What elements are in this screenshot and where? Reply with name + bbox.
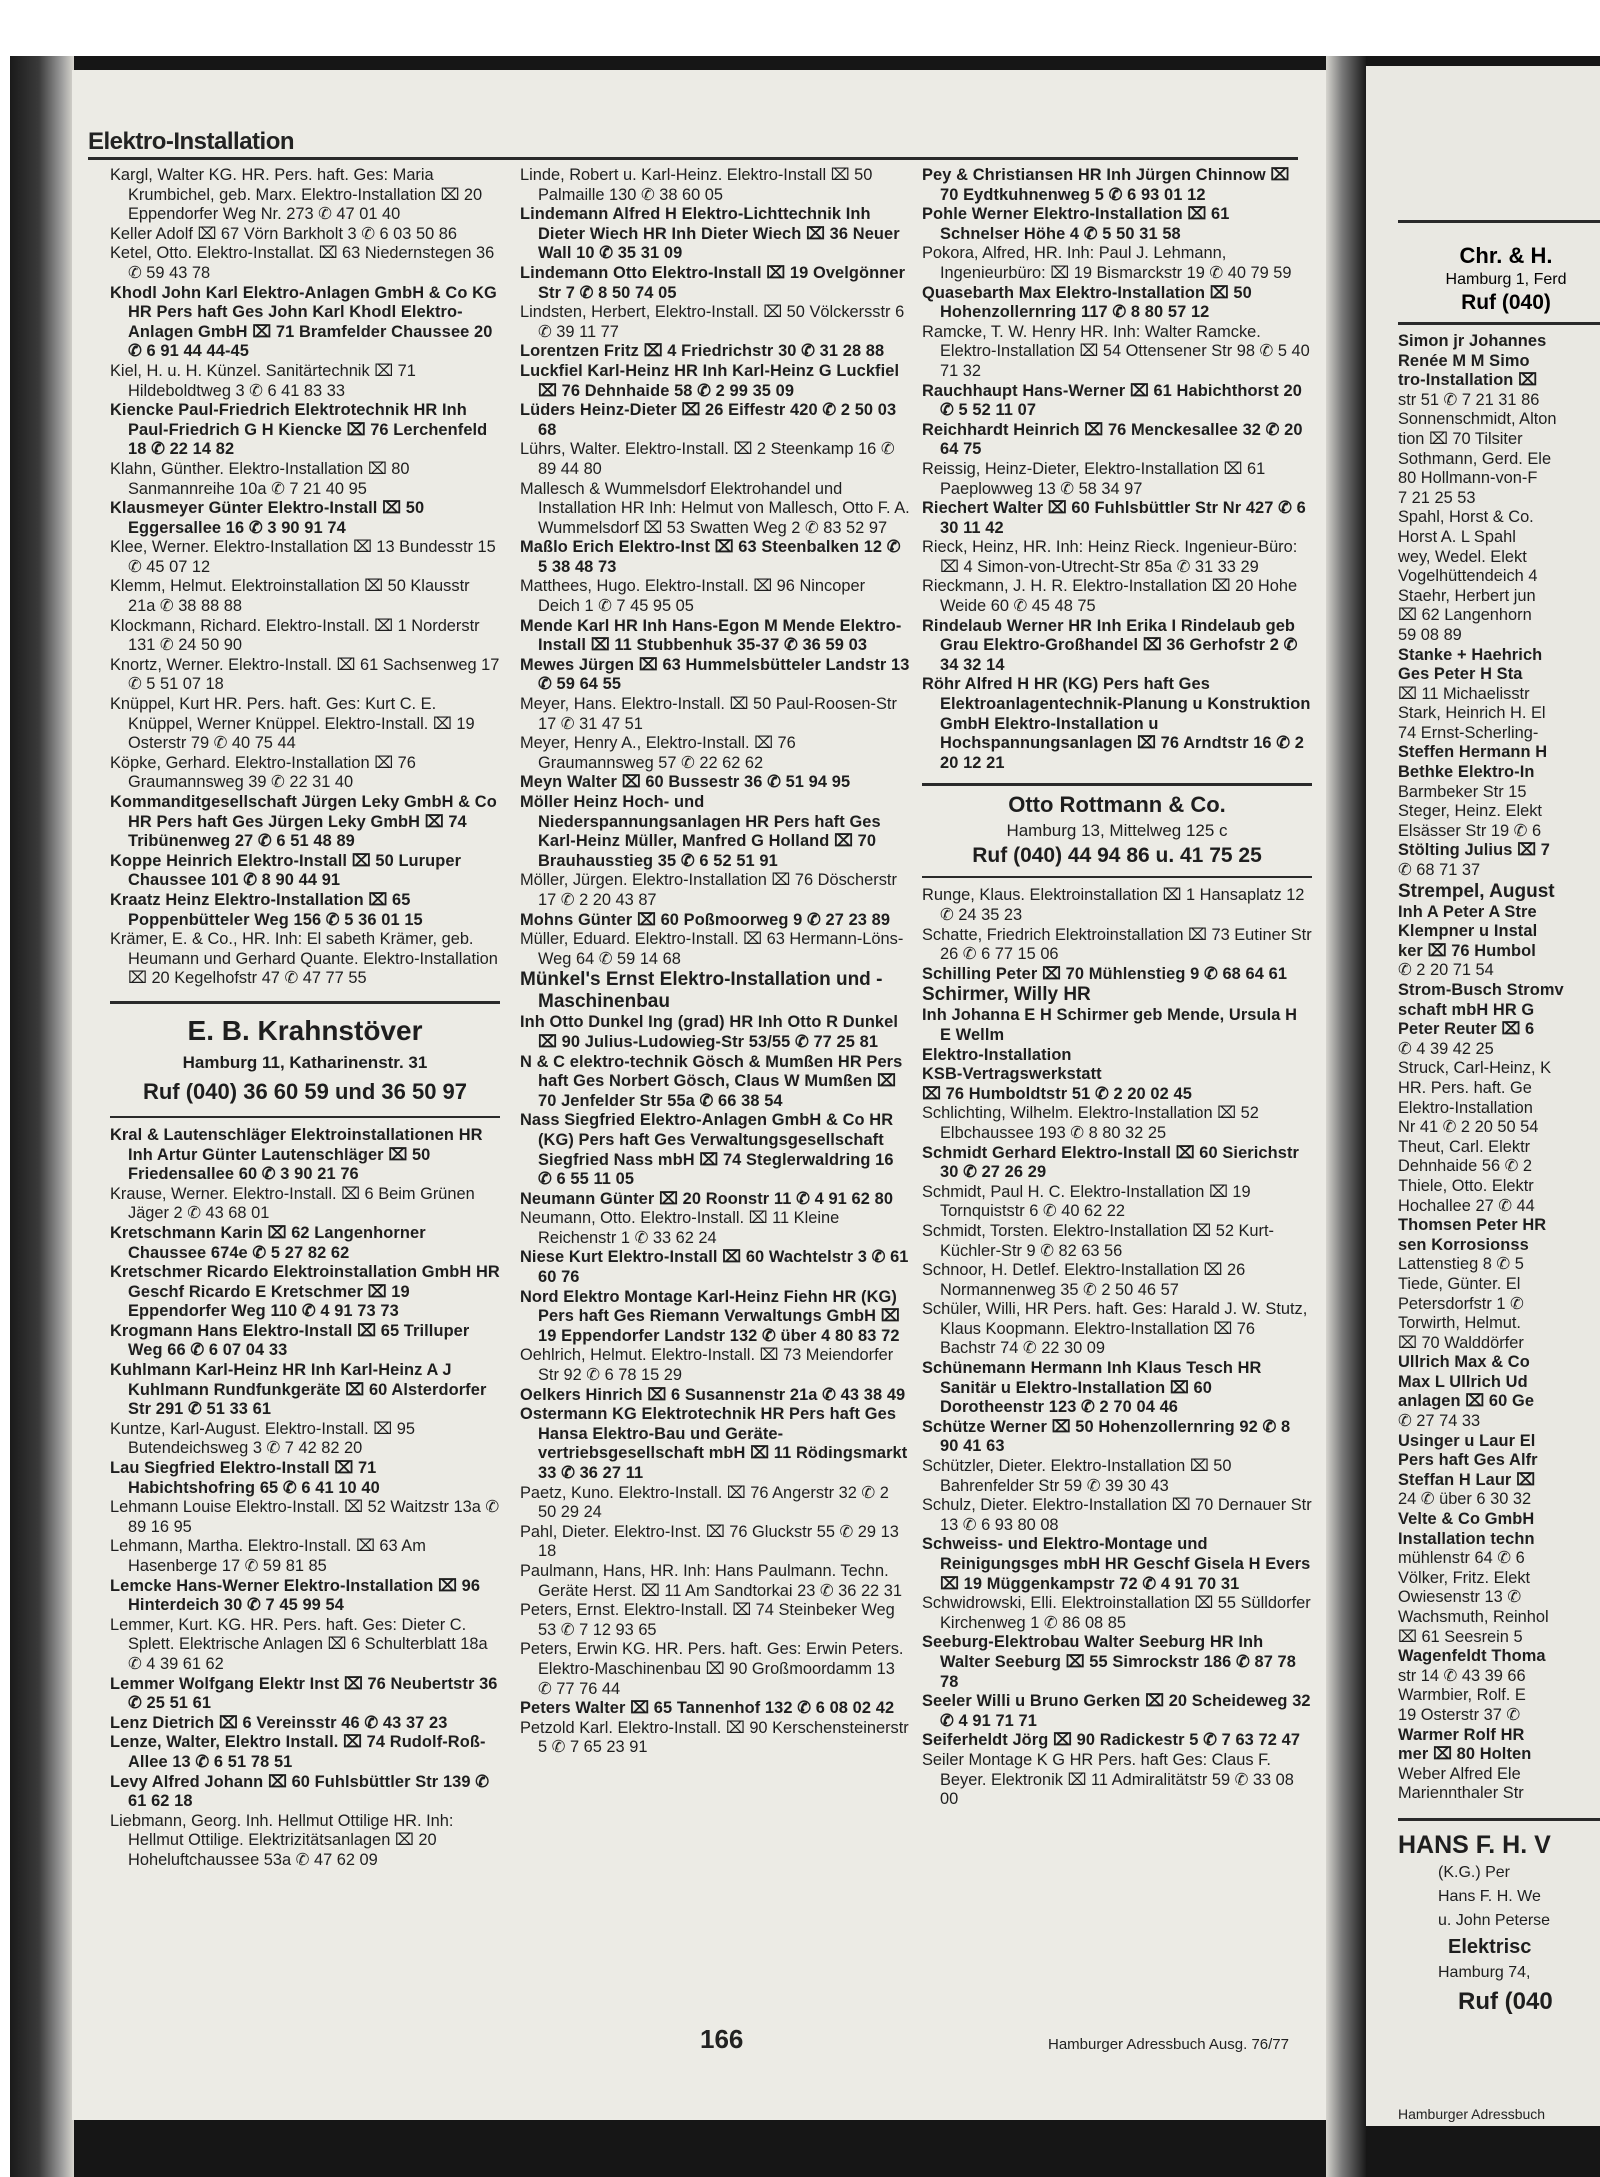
- directory-entry: Ullrich Max & Co: [1398, 1353, 1530, 1372]
- directory-entry: ⌧ 76 Humboldtstr 51 ✆ 2 20 02 45: [922, 1084, 1192, 1103]
- directory-entry: Steger, Heinz. Elekt: [1398, 802, 1542, 821]
- directory-entry: Usinger u Laur El: [1398, 1431, 1536, 1450]
- directory-entry: Pohle Werner Elektro-Installation ⌧ 61 Schnelser Höhe 4 ✆ 5 50 31 58: [922, 205, 1230, 243]
- directory-entry: Lenz Dietrich ⌧ 6 Vereinsstr 46 ✆ 43 37 23: [110, 1713, 448, 1732]
- directory-entry: Tiede, Günter. El: [1398, 1274, 1521, 1293]
- facing-advert-address: Hamburg 1, Ferd: [1445, 271, 1567, 288]
- directory-entry: Lemmer Wolfgang Elektr Inst ⌧ 76 Neubertstr 36 ✆ 25 51 61: [110, 1674, 498, 1713]
- page-number: 166: [700, 2024, 744, 2054]
- directory-entry: 24 ✆ über 6 30 32: [1398, 1490, 1532, 1509]
- col1-list-a: [110, 166, 500, 989]
- facing-advert-rule: [1398, 322, 1600, 325]
- directory-entry: 59 08 89: [1398, 625, 1462, 644]
- directory-entry: Schatte, Friedrich Elektroinstallation ⌧ 73 Eutiner Str 26 ✆ 6 77 15 06: [922, 925, 1312, 964]
- directory-entry: mühlenstr 64 ✆ 6: [1398, 1549, 1525, 1568]
- advert-name: E. B. Krahnstöver: [187, 1014, 423, 1046]
- directory-entry: Matthees, Hugo. Elektro-Install. ⌧ 96 Nincoper Deich 1 ✆ 7 45 95 05: [520, 577, 866, 616]
- directory-entry: Schüler, Willi, HR Pers. haft. Ges: Harald J. W. Stutz, Klaus Koopmann. Elektro-Installation ⌧ 76 Bachstr 74 ✆ 22 30 09: [922, 1300, 1308, 1358]
- col2-list-a: [520, 166, 910, 969]
- directory-entry: ker ⌧ 76 Humbol: [1398, 941, 1536, 960]
- directory-entry: ⌧ 62 Langenhorn: [1398, 606, 1532, 625]
- directory-entry: Luckfiel Karl-Heinz HR Inh Karl-Heinz G Luckfiel ⌧ 76 Dehnhaide 58 ✆ 2 99 35 09: [520, 361, 900, 400]
- right-facing-page: [1366, 66, 1600, 2126]
- directory-entry: ✆ 68 71 37: [1398, 861, 1481, 880]
- directory-entry: Inh Otto Dunkel Ing (grad) HR Inh Otto R Dunkel ⌧ 90 Julius-Ludowieg-Str 53/55 ✆ 77 25 81: [520, 1013, 899, 1051]
- header-rule: [88, 157, 1298, 160]
- directory-entry: ✆ 27 74 33: [1398, 1412, 1481, 1431]
- directory-entry: Levy Alfred Johann ⌧ 60 Fuhlsbüttler Str 139 ✆ 61 62 18: [110, 1772, 490, 1811]
- directory-entry: Khodl John Karl Elektro-Anlagen GmbH & Co KG HR Pers haft Ges John Karl Khodl Elektro-Anlagen GmbH ⌧ 71 Bramfelder Chaussee 20 ✆ 6 91 44 44-45: [110, 283, 497, 361]
- directory-entry: Peters Walter ⌧ 65 Tannenhof 132 ✆ 6 08 02 42: [520, 1699, 895, 1718]
- directory-entry: Seiler Montage K G HR Pers. haft Ges: Claus F. Beyer. Elektronik ⌧ 11 Admiralitätstr 59 ✆ 33 08 00: [922, 1750, 1294, 1809]
- directory-entry: Kral & Lautenschläger Elektroinstallationen HR Inh Artur Günter Lautenschläger ⌧ 50 Friedensallee 60 ✆ 3 90 21 76: [110, 1125, 483, 1184]
- col3-list-a: [922, 166, 1312, 773]
- directory-entry: Lau Siegfried Elektro-Install ⌧ 71 Habichtshofring 65 ✆ 6 41 10 40: [110, 1459, 380, 1497]
- directory-entry: wey, Wedel. Elekt: [1398, 547, 1527, 566]
- directory-entry: Meyer, Henry A., Elektro-Install. ⌧ 76 Graumannsweg 57 ✆ 22 62 62: [520, 734, 796, 772]
- directory-entry: ⌧ 61 Seesrein 5: [1398, 1627, 1523, 1646]
- directory-entry: Lehmann Louise Elektro-Install. ⌧ 52 Waitzstr 13a ✆ 89 16 95: [110, 1498, 500, 1536]
- directory-entry: Stanke + Haehrich: [1398, 645, 1543, 664]
- directory-entry: Paetz, Kuno. Elektro-Install. ⌧ 76 Angerstr 32 ✆ 2 50 29 24: [520, 1483, 889, 1522]
- facing-list-b: [1398, 903, 1600, 1804]
- facing-footer: Hamburger Adressbuch: [1398, 2106, 1546, 2122]
- directory-entry: Knüppel, Kurt HR. Pers. haft. Ges: Kurt C. E. Knüppel, Werner Knüppel. Elektro-Install. ⌧ 19 Osterstr 79 ✆ 40 75 44: [110, 695, 475, 753]
- directory-entry: anlagen ⌧ 60 Ge: [1398, 1392, 1535, 1411]
- directory-entry: Rindelaub Werner HR Inh Erika I Rindelaub geb Grau Elektro-Großhandel ⌧ 36 Gerhofstr 2 ✆ 34 32 14: [922, 616, 1298, 674]
- directory-entry: Linde, Robert u. Karl-Heinz. Elektro-Install ⌧ 50 Palmaille 130 ✆ 38 60 05: [520, 166, 873, 204]
- directory-entry: Reissig, Heinz-Dieter, Elektro-Installation ⌧ 61 Paeplowweg 13 ✆ 58 34 97: [922, 459, 1266, 498]
- directory-entry: Stölting Julius ⌧ 7: [1398, 841, 1550, 860]
- directory-entry: Klempner u Instal: [1398, 922, 1538, 941]
- directory-entry: Warmbier, Rolf. E: [1398, 1686, 1526, 1705]
- directory-entry: Kuhlmann Karl-Heinz HR Inh Karl-Heinz A J Kuhlmann Rundfunkgeräte ⌧ 60 Alsterdorfer Str 291 ✆ 51 33 61: [110, 1361, 487, 1419]
- directory-entry: Lenze, Walter, Elektro Install. ⌧ 74 Rudolf-Roß-Allee 13 ✆ 6 51 78 51: [110, 1733, 486, 1771]
- facing-advert-line2: Hans F. H. We: [1438, 1887, 1541, 1905]
- directory-entry: Elektro-Installation: [1398, 1098, 1533, 1117]
- directory-entry: Peters, Erwin KG. HR. Pers. haft. Ges: Erwin Peters. Elektro-Maschinenbau ⌧ 90 Großmoordamm 13 ✆ 77 76 44: [520, 1640, 904, 1698]
- directory-entry: Klockmann, Richard. Elektro-Install. ⌧ 1 Norderstr 131 ✆ 24 50 90: [110, 616, 480, 655]
- directory-entry: Krause, Werner. Elektro-Install. ⌧ 6 Beim Grünen Jäger 2 ✆ 43 68 01: [110, 1184, 475, 1223]
- directory-entry: Elektro-Installation: [922, 1045, 1072, 1064]
- directory-entry: Steffan H Laur ⌧: [1398, 1470, 1536, 1489]
- column-1: [110, 166, 500, 1871]
- directory-entry: Pahl, Dieter. Elektro-Inst. ⌧ 76 Gluckstr 55 ✆ 29 13 18: [520, 1522, 899, 1561]
- directory-entry: Elsässer Str 19 ✆ 6: [1398, 821, 1542, 840]
- directory-entry: Krämer, E. & Co., HR. Inh: El sabeth Krämer, geb. Heumann und Gerhard Quante. Elektro-Installation ⌧ 20 Kegelhofstr 47 ✆ 47 77 55: [110, 930, 498, 988]
- section-header: Elektro-Installation: [88, 128, 295, 155]
- advert-phone: Ruf (040) 36 60 59 und 36 50 97: [142, 1078, 468, 1104]
- column-2: [520, 166, 910, 1758]
- directory-entry: Wachsmuth, Reinhol: [1398, 1608, 1549, 1626]
- advert-rottmann: [922, 783, 1312, 878]
- facing-advert-line3: u. John Peterse: [1438, 1911, 1551, 1929]
- advert-name: Otto Rottmann & Co.: [1008, 792, 1226, 818]
- directory-entry: Peters, Ernst. Elektro-Install. ⌧ 74 Steinbeker Weg 53 ✆ 7 12 93 65: [520, 1601, 895, 1639]
- directory-entry: Petzold Karl. Elektro-Install. ⌧ 90 Kerschensteinerstr 5 ✆ 7 65 23 91: [520, 1718, 909, 1757]
- directory-entry: Lührs, Walter. Elektro-Install. ⌧ 2 Steenkamp 16 ✆ 89 44 80: [520, 440, 895, 478]
- directory-entry: Ketel, Otto. Elektro-Installat. ⌧ 63 Niedernstegen 36 ✆ 59 43 78: [110, 244, 495, 282]
- facing-advert-line4: Elektrisc: [1448, 1935, 1532, 1958]
- directory-entry: Runge, Klaus. Elektroinstallation ⌧ 1 Hansaplatz 12 ✆ 24 35 23: [922, 886, 1305, 924]
- directory-entry: Schmidt, Torsten. Elektro-Installation ⌧ 52 Kurt-Küchler-Str 9 ✆ 82 63 56: [922, 1221, 1275, 1260]
- directory-entry: 80 Hollmann-von-F: [1398, 469, 1538, 488]
- directory-entry: Keller Adolf ⌧ 67 Vörn Barkholt 3 ✆ 6 03 50 86: [110, 224, 457, 243]
- directory-entry: Struck, Carl-Heinz, K: [1398, 1059, 1552, 1078]
- directory-entry: Mende Karl HR Inh Hans-Egon M Mende Elektro-Install ⌧ 11 Stubbenhuk 35-37 ✆ 36 59 03: [520, 616, 902, 655]
- directory-entry: tro-Installation ⌧: [1398, 371, 1538, 390]
- facing-advert-phone: Ruf (040): [1461, 291, 1551, 314]
- col3-list-c: [922, 1006, 1312, 1809]
- facing-list-a: [1398, 332, 1600, 881]
- directory-entry: Lindsten, Herbert, Elektro-Install. ⌧ 50 Völckersstr 6 ✆ 39 11 77: [520, 303, 905, 341]
- directory-entry: N & C elektro-technik Gösch & Mumßen HR Pers haft Ges Norbert Gösch, Claus W Mumßen ⌧ 70 Jenfelder Str 55a ✆ 66 38 54: [520, 1052, 903, 1110]
- directory-entry: ✆ 4 39 42 25: [1398, 1039, 1494, 1058]
- left-book-edge: [10, 56, 74, 2177]
- directory-entry: Mallesch & Wummelsdorf Elektrohandel und Installation HR Inh: Helmut von Mallesch, Otto F. A. Wummelsdorf ⌧ 53 Swatten Weg 2 ✆ 83 52 97: [520, 479, 910, 537]
- directory-entry: Theut, Carl. Elektr: [1398, 1137, 1531, 1156]
- directory-entry: Schütze Werner ⌧ 50 Hohenzollernring 92 ✆ 8 90 41 63: [922, 1417, 1291, 1456]
- directory-entry: 74 Ernst-Scherling-: [1398, 723, 1539, 742]
- directory-entry: Möller, Jürgen. Elektro-Installation ⌧ 76 Döscherstr 17 ✆ 2 20 43 87: [520, 871, 897, 909]
- directory-entry: Barmbeker Str 15: [1398, 782, 1527, 801]
- directory-entry: Sonnenschmidt, Alton: [1398, 410, 1557, 429]
- directory-entry: Lüders Heinz-Dieter ⌧ 26 Eiffestr 420 ✆ 2 50 03 68: [520, 401, 897, 439]
- directory-entry: Seiferheldt Jörg ⌧ 90 Radickestr 5 ✆ 7 63 72 47: [922, 1731, 1301, 1750]
- directory-entry: Schützler, Dieter. Elektro-Installation ⌧ 50 Bahrenfelder Str 59 ✆ 39 30 43: [922, 1457, 1232, 1495]
- directory-entry: Lindemann Otto Elektro-Install ⌧ 19 Ovelgönner Str 7 ✆ 8 50 74 05: [520, 263, 906, 302]
- directory-entry: Riechert Walter ⌧ 60 Fuhlsbüttler Str Nr 427 ✆ 6 30 11 42: [922, 499, 1306, 537]
- directory-entry: Meyn Walter ⌧ 60 Bussestr 36 ✆ 51 94 95: [520, 773, 851, 792]
- facing-advert-top: [1386, 242, 1600, 316]
- directory-entry: Peter Reuter ⌧ 6: [1398, 1020, 1535, 1039]
- directory-entry: Velte & Co GmbH: [1398, 1510, 1535, 1529]
- directory-entry: Kraatz Heinz Elektro-Installation ⌧ 65 Poppenbütteler Weg 156 ✆ 5 36 01 15: [110, 890, 423, 929]
- directory-entry: Bethke Elektro-In: [1398, 763, 1535, 782]
- directory-entry: Ostermann KG Elektrotechnik HR Pers haft Ges Hansa Elektro-Bau und Gerätevertriebsgesellschaft mbH ⌧ 11 Rödingsmarkt 33 ✆ 36 27 11: [520, 1405, 908, 1482]
- directory-entry: Mariennthaler Str: [1398, 1784, 1524, 1803]
- directory-entry: Warmer Rolf HR: [1398, 1725, 1525, 1744]
- col3-list-b: [922, 886, 1312, 984]
- bold-entry-schirmer: Schirmer, Willy HR: [922, 984, 1091, 1006]
- facing-advert-address: Hamburg 74,: [1438, 1963, 1531, 1981]
- advert-address: Hamburg 11, Katharinenstr. 31: [182, 1052, 428, 1072]
- directory-entry: Schwidrowski, Elli. Elektroinstallation ⌧ 55 Sülldorfer Kirchenweg 1 ✆ 86 08 85: [922, 1594, 1311, 1632]
- directory-entry: Ges Peter H Sta: [1398, 665, 1523, 684]
- directory-entry: Pers haft Ges Alfr: [1398, 1451, 1538, 1470]
- directory-entry: HR. Pers. haft. Ge: [1398, 1078, 1532, 1097]
- directory-entry: 7 21 25 53: [1398, 488, 1476, 507]
- column-3: [922, 166, 1312, 1810]
- directory-entry: ⌧ 70 Walddörfer: [1398, 1333, 1524, 1352]
- facing-advert-bottom-name: HANS F. H. V: [1398, 1830, 1551, 1859]
- directory-entry: Rieck, Heinz, HR. Inh: Heinz Rieck. Ingenieur-Büro: ⌧ 4 Simon-von-Utrecht-Str 85a ✆ 31 33 29: [922, 538, 1298, 576]
- directory-entry: Klausmeyer Günter Elektro-Install ⌧ 50 Eggersallee 16 ✆ 3 90 91 74: [110, 499, 425, 537]
- directory-entry: Sothmann, Gerd. Ele: [1398, 449, 1552, 468]
- directory-entry: Schweiss- und Elektro-Montage und Reinigungsges mbH HR Geschf Gisela H Evers ⌧ 19 Müggenkampstr 72 ✆ 4 91 70 31: [922, 1535, 1311, 1593]
- directory-entry: Reichhardt Heinrich ⌧ 76 Menckesallee 32 ✆ 20 64 75: [922, 420, 1303, 459]
- directory-entry: Pokora, Alfred, HR. Inh: Paul J. Lehmann, Ingenieurbüro: ⌧ 19 Bismarckstr 19 ✆ 40 79 59: [922, 244, 1292, 282]
- directory-entry: Nord Elektro Montage Karl-Heinz Fiehn HR (KG) Pers haft Ges Riemann Verwaltungs GmbH ⌧ 19 Eppendorfer Landstr 132 ✆ über 4 80 83 72: [520, 1287, 900, 1345]
- directory-entry: Steffen Hermann H: [1398, 743, 1548, 762]
- directory-entry: Schmidt, Paul H. C. Elektro-Installation ⌧ 19 Tornquiststr 6 ✆ 40 62 22: [922, 1182, 1251, 1221]
- directory-entry: Schilling Peter ⌧ 70 Mühlenstieg 9 ✆ 68 64 61: [922, 964, 1288, 983]
- directory-entry: Kargl, Walter KG. HR. Pers. haft. Ges: Maria Krumbichel, geb. Marx. Elektro-Installation ⌧ 20 Eppendorfer Weg Nr. 273 ✆ 47 01 40: [110, 166, 483, 224]
- directory-entry: Kiel, H. u. H. Künzel. Sanitärtechnik ⌧ 71 Hildeboldtweg 3 ✆ 6 41 83 33: [110, 361, 416, 400]
- directory-entry: Seeler Willi u Bruno Gerken ⌧ 20 Scheideweg 32 ✆ 4 91 71 71: [922, 1692, 1311, 1730]
- facing-advert-name: Chr. & H.: [1459, 243, 1553, 268]
- facing-advert-phone: Ruf (040: [1458, 1987, 1553, 2015]
- directory-entry: Niese Kurt Elektro-Install ⌧ 60 Wachtelstr 3 ✆ 61 60 76: [520, 1248, 909, 1287]
- directory-entry: Schmidt Gerhard Elektro-Install ⌧ 60 Sierichstr 30 ✆ 27 26 29: [922, 1143, 1300, 1182]
- directory-entry: KSB-Vertragswerkstatt: [922, 1065, 1102, 1084]
- directory-entry: Lattenstieg 8 ✆ 5: [1398, 1255, 1524, 1274]
- directory-entry: Rieckmann, J. H. R. Elektro-Installation ⌧ 20 Hohe Weide 60 ✆ 45 48 75: [922, 577, 1298, 616]
- advert-phone: Ruf (040) 44 94 86 u. 41 75 25: [972, 844, 1262, 868]
- facing-advert-bottom: [1398, 1818, 1600, 2019]
- directory-entry: Köpke, Gerhard. Elektro-Installation ⌧ 76 Graumannsweg 39 ✆ 22 31 40: [110, 753, 416, 792]
- col2-list-b: [520, 1013, 910, 1758]
- directory-entry: Meyer, Hans. Elektro-Install. ⌧ 50 Paul-Roosen-Str 17 ✆ 31 47 51: [520, 695, 897, 733]
- directory-entry: Wagenfeldt Thoma: [1398, 1647, 1546, 1666]
- directory-entry: Dehnhaide 56 ✆ 2: [1398, 1157, 1533, 1176]
- scan-top-margin: [0, 0, 1600, 56]
- directory-entry: Müller, Eduard. Elektro-Install. ⌧ 63 Hermann-Löns-Weg 64 ✆ 59 14 68: [520, 930, 904, 968]
- directory-entry: Owiesenstr 13 ✆: [1398, 1588, 1522, 1607]
- directory-entry: Stark, Heinrich H. El: [1398, 704, 1546, 723]
- directory-entry: Lemmer, Kurt. KG. HR. Pers. haft. Ges: Dieter C. Splett. Elektrische Anlagen ⌧ 6 Schulterblatt 18a ✆ 4 39 61 62: [110, 1615, 488, 1673]
- facing-column: [1398, 332, 1600, 2019]
- directory-entry: Liebmann, Georg. Inh. Hellmut Ottilige HR. Inh: Hellmut Ottilige. Elektrizitätsanlagen ⌧ 20 Hoheluftchaussee 53a ✆ 47 62 09: [110, 1811, 454, 1869]
- directory-entry: Vogelhüttendeich 4: [1398, 567, 1538, 586]
- directory-entry: Lorentzen Fritz ⌧ 4 Friedrichstr 30 ✆ 31 28 88: [520, 342, 885, 361]
- directory-entry: Kiencke Paul-Friedrich Elektrotechnik HR Inh Paul-Friedrich G H Kiencke ⌧ 76 Lerchenfeld 18 ✆ 22 14 82: [110, 401, 488, 459]
- bold-entry-muenkel: Münkel's Ernst Elektro-Installation und -Maschinenbau: [520, 969, 883, 1013]
- facing-advert-line1: (K.G.) Per: [1438, 1863, 1511, 1881]
- directory-entry: Inh A Peter A Stre: [1398, 902, 1537, 921]
- directory-entry: Koppe Heinrich Elektro-Install ⌧ 50 Luruper Chaussee 101 ✆ 8 90 44 91: [110, 851, 462, 890]
- directory-entry: Oehlrich, Helmut. Elektro-Install. ⌧ 73 Meiendorfer Str 92 ✆ 6 78 15 29: [520, 1346, 894, 1385]
- directory-entry: Klemm, Helmut. Elektroinstallation ⌧ 50 Klausstr 21a ✆ 38 88 88: [110, 577, 470, 616]
- directory-entry: Oelkers Hinrich ⌧ 6 Susannenstr 21a ✆ 43 38 49: [520, 1385, 906, 1404]
- directory-entry: Strom-Busch Stromv: [1398, 981, 1564, 999]
- directory-entry: Spahl, Horst & Co.: [1398, 508, 1534, 527]
- directory-entry: Renée M M Simo: [1398, 351, 1530, 370]
- directory-entry: Horst A. L Spahl: [1398, 527, 1516, 546]
- directory-entry: tion ⌧ 70 Tilsiter: [1398, 429, 1523, 448]
- advert-address: Hamburg 13, Mittelweg 125 c: [1006, 821, 1228, 841]
- book-gutter: [1326, 56, 1366, 2177]
- directory-entry: Lindemann Alfred H Elektro-Lichttechnik Inh Dieter Wiech HR Inh Dieter Wiech ⌧ 36 Neuer Wall 10 ✆ 35 31 09: [520, 205, 900, 263]
- directory-entry: Knortz, Werner. Elektro-Install. ⌧ 61 Sachsenweg 17 ✆ 5 51 07 18: [110, 655, 500, 694]
- directory-entry: Torwirth, Helmut.: [1398, 1314, 1521, 1333]
- advert-krahnstoever: [110, 1001, 500, 1118]
- directory-entry: Möller Heinz Hoch- und Niederspannungsanlagen HR Pers haft Ges Karl-Heinz Müller, Manfred G Holland ⌧ 70 Brauhausstieg 35 ✆ 6 52 51 91: [520, 793, 881, 870]
- col1-list-b: [110, 1126, 500, 1871]
- directory-entry: Thomsen Peter HR: [1398, 1216, 1547, 1235]
- directory-entry: Staehr, Herbert jun: [1398, 586, 1536, 605]
- directory-entry: Hochallee 27 ✆ 44: [1398, 1196, 1535, 1215]
- directory-entry: Installation techn: [1398, 1529, 1535, 1548]
- directory-entry: str 14 ✆ 43 39 66: [1398, 1666, 1526, 1685]
- directory-entry: Kommanditgesellschaft Jürgen Leky GmbH & Co HR Pers haft Ges Jürgen Leky GmbH ⌧ 74 Tribünenweg 27 ✆ 6 51 48 89: [110, 793, 497, 851]
- directory-entry: Schlichting, Wilhelm. Elektro-Installation ⌧ 52 Elbchaussee 193 ✆ 8 80 32 25: [922, 1104, 1259, 1142]
- directory-entry: Schulz, Dieter. Elektro-Installation ⌧ 70 Dernauer Str 13 ✆ 6 93 80 08: [922, 1496, 1312, 1534]
- directory-entry: Röhr Alfred H HR (KG) Pers haft Ges Elektroanlagentechnik-Planung u Konstruktion GmbH Elektro-Installation u Hochspannungsanlagen ⌧ 76 Arndtstr 16 ✆ 2 20 12 21: [922, 675, 1311, 772]
- directory-entry: Mewes Jürgen ⌧ 63 Hummelsbütteler Landstr 13 ✆ 59 64 55: [520, 655, 910, 694]
- directory-entry: Völker, Fritz. Elekt: [1398, 1568, 1531, 1587]
- directory-entry: Klahn, Günther. Elektro-Installation ⌧ 80 Sanmannreihe 10a ✆ 7 21 40 95: [110, 459, 410, 498]
- directory-entry: Lehmann, Martha. Elektro-Install. ⌧ 63 Am Hasenberge 17 ✆ 59 81 85: [110, 1537, 426, 1575]
- directory-entry: Schünemann Hermann Inh Klaus Tesch HR Sanitär u Elektro-Installation ⌧ 60 Dorotheenstr 123 ✆ 2 70 04 46: [922, 1359, 1262, 1417]
- directory-entry: mer ⌧ 80 Holten: [1398, 1745, 1532, 1764]
- directory-entry: Seeburg-Elektrobau Walter Seeburg HR Inh Walter Seeburg ⌧ 55 Simrockstr 186 ✆ 87 78 78: [922, 1633, 1296, 1691]
- directory-entry: str 51 ✆ 7 21 31 86: [1398, 390, 1540, 409]
- directory-entry: Pey & Christiansen HR Inh Jürgen Chinnow ⌧ 70 Eydtkuhnenweg 5 ✆ 6 93 01 12: [922, 166, 1290, 204]
- directory-entry: Mohns Günter ⌧ 60 Poßmoorweg 9 ✆ 27 23 89: [520, 910, 891, 929]
- directory-entry: Neumann, Otto. Elektro-Install. ⌧ 11 Kleine Reichenstr 1 ✆ 33 62 24: [520, 1209, 840, 1247]
- directory-entry: Neumann Günter ⌧ 20 Roonstr 11 ✆ 4 91 62 80: [520, 1189, 894, 1208]
- directory-entry: Lemcke Hans-Werner Elektro-Installation ⌧ 96 Hinterdeich 30 ✆ 7 45 99 54: [110, 1576, 481, 1615]
- directory-entry: Schnoor, H. Detlef. Elektro-Installation ⌧ 26 Normannenweg 35 ✆ 2 50 46 57: [922, 1261, 1246, 1299]
- directory-entry: Max L Ullrich Ud: [1398, 1372, 1528, 1391]
- directory-entry: ✆ 2 20 71 54: [1398, 961, 1494, 980]
- page-footer: Hamburger Adressbuch Ausg. 76/77: [1048, 2036, 1289, 2053]
- directory-entry: Paulmann, Hans, HR. Inh: Hans Paulmann. Techn. Geräte Herst. ⌧ 11 Am Sandtorkai 23 ✆ 36 22 31: [520, 1561, 902, 1600]
- directory-entry: Kretschmer Ricardo Elektroinstallation GmbH HR Geschf Ricardo E Kretschmer ⌧ 19 Eppendorfer Weg 110 ✆ 4 91 73 73: [110, 1263, 500, 1321]
- facing-bold-entry: Strempel, August: [1398, 880, 1555, 902]
- directory-entry: schaft mbH HR G: [1398, 1000, 1535, 1019]
- directory-entry: 19 Osterstr 37 ✆: [1398, 1705, 1521, 1724]
- directory-entry: Kuntze, Karl-August. Elektro-Install. ⌧ 95 Butendeichsweg 3 ✆ 7 42 82 20: [110, 1419, 415, 1458]
- directory-entry: sen Korrosionss: [1398, 1235, 1529, 1254]
- directory-entry: ⌧ 11 Michaelisstr: [1398, 684, 1530, 703]
- directory-entry: Thiele, Otto. Elektr: [1398, 1176, 1534, 1195]
- directory-entry: Nass Siegfried Elektro-Anlagen GmbH & Co HR (KG) Pers haft Ges Verwaltungsgesellschaft Siegfried Nass mbH ⌧ 74 Steglerwaldring 16 ✆ 6 55 11 05: [520, 1111, 894, 1189]
- facing-top-rule: [1398, 220, 1600, 223]
- directory-entry: Quasebarth Max Elektro-Installation ⌧ 50 Hohenzollernring 117 ✆ 8 80 57 12: [922, 283, 1252, 322]
- directory-entry: Simon jr Johannes: [1398, 332, 1547, 350]
- directory-entry: Nr 41 ✆ 2 20 50 54: [1398, 1118, 1539, 1137]
- directory-entry: Petersdorfstr 1 ✆: [1398, 1294, 1524, 1313]
- directory-entry: Inh Johanna E H Schirmer geb Mende, Ursula H E Wellm: [922, 1006, 1298, 1044]
- directory-entry: Klee, Werner. Elektro-Installation ⌧ 13 Bundesstr 15 ✆ 45 07 12: [110, 538, 496, 576]
- directory-entry: Rauchhaupt Hans-Werner ⌧ 61 Habichthorst 20 ✆ 5 52 11 07: [922, 381, 1302, 420]
- directory-entry: Maßlo Erich Elektro-Inst ⌧ 63 Steenbalken 12 ✆ 5 38 48 73: [520, 538, 901, 576]
- directory-entry: Ramcke, T. W. Henry HR. Inh: Walter Ramcke. Elektro-Installation ⌧ 54 Ottensener Str 98 ✆ 5 40 71 32: [922, 322, 1310, 380]
- directory-entry: Krogmann Hans Elektro-Install ⌧ 65 Trilluper Weg 66 ✆ 6 07 04 33: [110, 1321, 470, 1360]
- directory-entry: Weber Alfred Ele: [1398, 1764, 1521, 1783]
- directory-entry: Kretschmann Karin ⌧ 62 Langenhorner Chaussee 674e ✆ 5 27 82 62: [110, 1223, 426, 1262]
